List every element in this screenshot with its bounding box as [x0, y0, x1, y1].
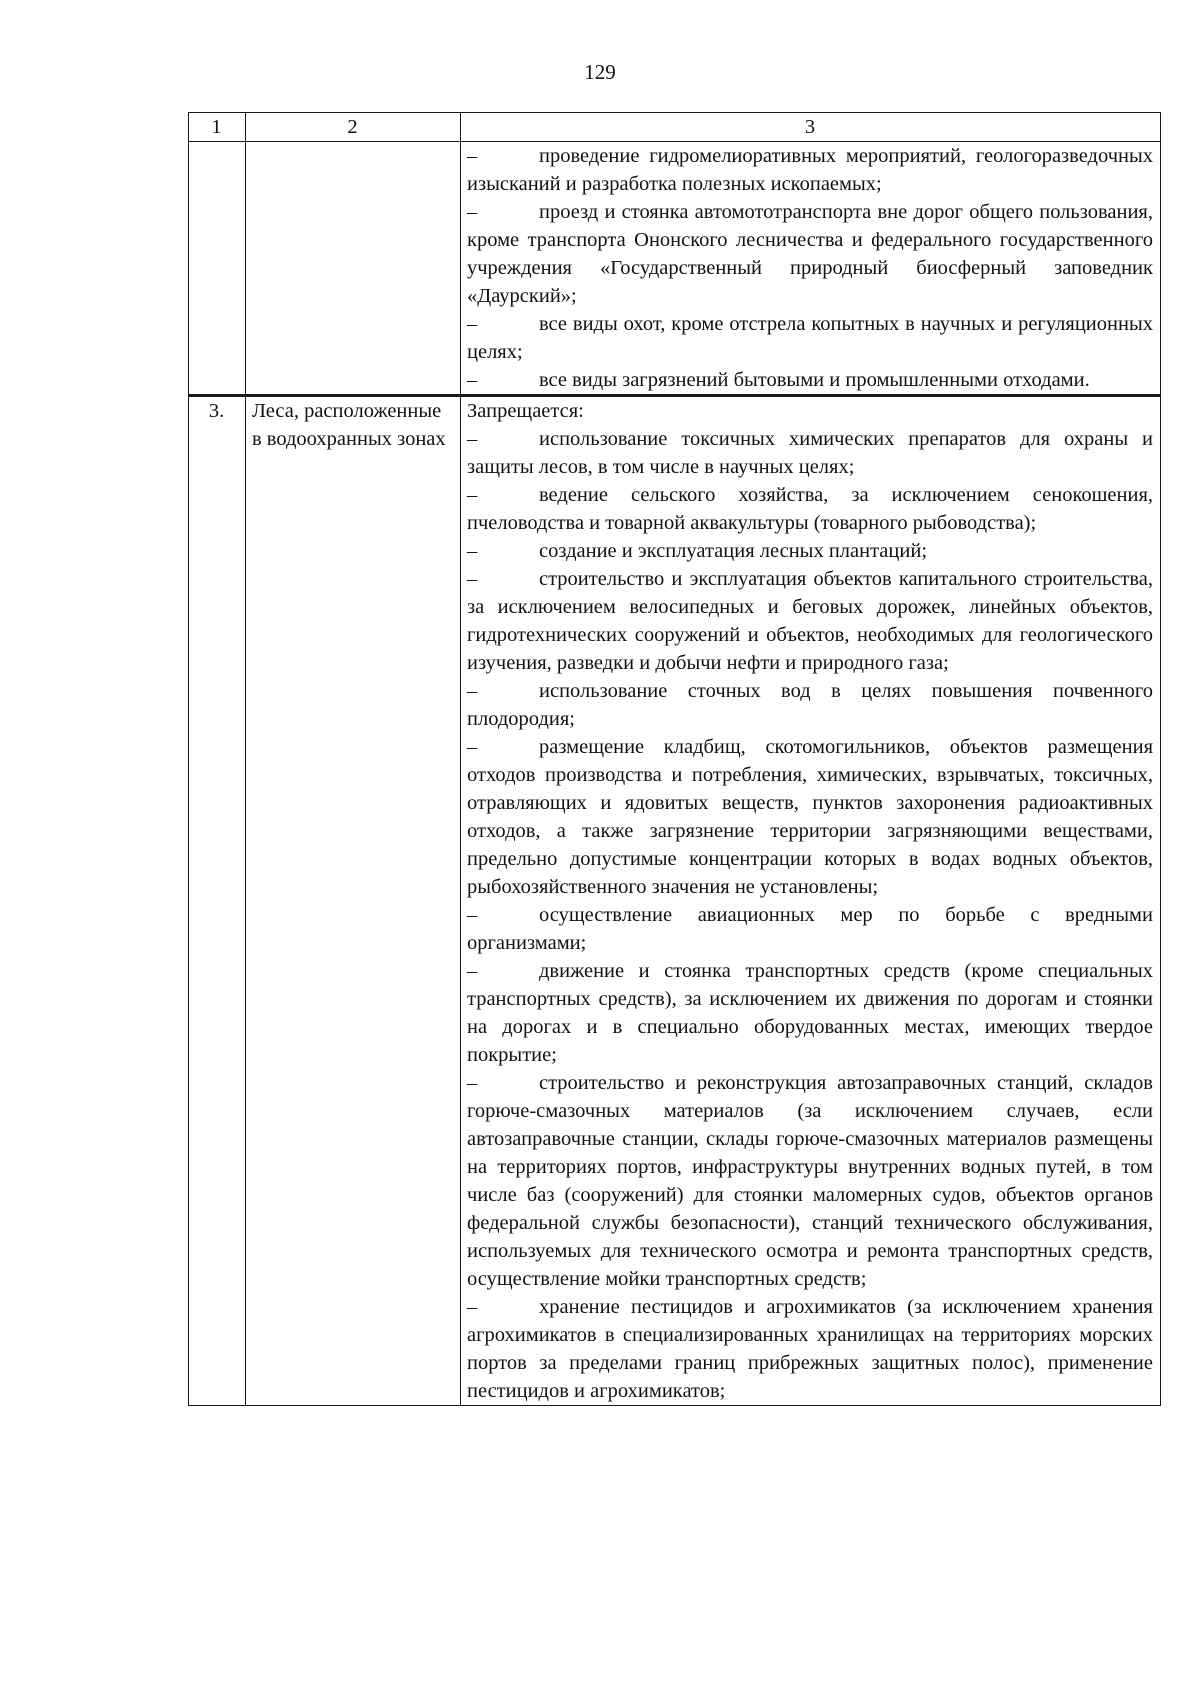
restriction-item: [467, 901, 1153, 957]
restriction-text: проведение гидромелиоративных мероприятий, геологоразведочных изысканий и разработка полезных ископаемых;: [467, 145, 1153, 195]
restriction-item: [467, 481, 1153, 537]
column-header-2: 2: [246, 113, 461, 142]
restriction-text: использование токсичных химических препаратов для охраны и защиты лесов, в том числе в научных целях;: [467, 428, 1153, 478]
restriction-item: [467, 537, 1153, 565]
column-header-3: 3: [461, 113, 1161, 142]
dash-marker: –: [467, 1296, 478, 1318]
restriction-text: хранение пестицидов и агрохимикатов (за исключением хранения агрохимикатов в специализированных хранилищах на территориях морских портов за пределами границ прибрежных защитных полос), применение пестицидов и агрохимикатов;: [467, 1296, 1153, 1402]
restriction-item: [467, 198, 1153, 310]
dash-marker: –: [467, 484, 478, 506]
restriction-item: [467, 425, 1153, 481]
restriction-text: ведение сельского хозяйства, за исключением сенокошения, пчеловодства и товарной аквакультуры (товарного рыбоводства);: [467, 484, 1153, 534]
dash-marker: –: [467, 904, 478, 926]
restriction-text: строительство и эксплуатация объектов капитального строительства, за исключением велосипедных и беговых дорожек, линейных объектов, гидротехнических сооружений и объектов, необходимых для геологического изучения, разведки и добычи нефти и природного газа;: [467, 568, 1153, 674]
regulation-table: [188, 112, 1161, 1406]
dash-marker: –: [467, 568, 478, 590]
restriction-item: [467, 565, 1153, 677]
table-row-3: [189, 396, 1161, 1406]
column-header-1: 1: [189, 113, 246, 142]
restriction-item: [467, 1293, 1153, 1405]
table-header-row: [189, 113, 1161, 142]
restrictions-cell: [461, 396, 1161, 1406]
row-number-cell: 3.: [189, 396, 246, 1406]
restriction-item: [467, 957, 1153, 1069]
restriction-item: [467, 310, 1153, 366]
restriction-text: создание и эксплуатация лесных плантаций;: [539, 540, 928, 562]
dash-marker: –: [467, 428, 478, 450]
restriction-text: осуществление авиационных мер по борьбе с вредными организмами;: [467, 904, 1153, 954]
restriction-item: [467, 733, 1153, 901]
restriction-item: [467, 677, 1153, 733]
forest-category-cell: Леса, расположенные в водоохранных зонах: [246, 396, 461, 1406]
dash-marker: –: [467, 313, 478, 335]
dash-marker: –: [467, 1072, 478, 1094]
dash-marker: –: [467, 145, 478, 167]
dash-marker: –: [467, 201, 478, 223]
dash-marker: –: [467, 680, 478, 702]
restriction-item: [467, 1069, 1153, 1293]
restriction-text: все виды охот, кроме отстрела копытных в научных и регуляционных целях;: [467, 313, 1153, 363]
restriction-text: строительство и реконструкция автозаправочных станций, складов горюче-смазочных материалов (за исключением случаев, если автозаправочные станции, склады горюче-смазочных материалов размещены на территориях портов, инфраструктуры внутренних водных путей, в том числе баз (сооружений) для стоянки маломерных судов, объектов органов федеральной службы безопасности), станций технического обслуживания, используемых для технического осмотра и ремонта транспортных средств, осуществление мойки транспортных средств;: [467, 1072, 1153, 1290]
restriction-text: использование сточных вод в целях повышения почвенного плодородия;: [467, 680, 1153, 730]
restriction-text: проезд и стоянка автомототранспорта вне дорог общего пользования, кроме транспорта Ононского лесничества и федерального государственного учреждения «Государственный природный биосферный заповедник «Даурский»;: [467, 201, 1153, 307]
restriction-text: движение и стоянка транспортных средств (кроме специальных транспортных средств), за исключением их движения по дорогам и стоянки на дорогах и в специально оборудованных местах, имеющих твердое покрытие;: [467, 960, 1153, 1066]
restriction-item: [467, 142, 1153, 198]
dash-marker: –: [467, 736, 478, 758]
dash-marker: –: [467, 369, 478, 391]
dash-marker: –: [467, 540, 478, 562]
table-row-continuation: [189, 142, 1161, 396]
restrictions-cell: [461, 142, 1161, 396]
row-number-cell: [189, 142, 246, 396]
restrictions-intro: Запрещается:: [467, 400, 584, 422]
restriction-text: все виды загрязнений бытовыми и промышленными отходами.: [539, 369, 1090, 391]
restriction-text: размещение кладбищ, скотомогильников, объектов размещения отходов производства и потребления, химических, взрывчатых, токсичных, отравляющих и ядовитых веществ, пунктов захоронения радиоактивных отходов, а также загрязнение территории загрязняющими веществами, предельно допустимые концентрации которых в водах водных объектов, рыбохозяйственного значения не установлены;: [467, 736, 1153, 898]
page-number: 129: [584, 60, 616, 84]
restriction-item: [467, 366, 1153, 394]
forest-category-cell: [246, 142, 461, 396]
dash-marker: –: [467, 960, 478, 982]
